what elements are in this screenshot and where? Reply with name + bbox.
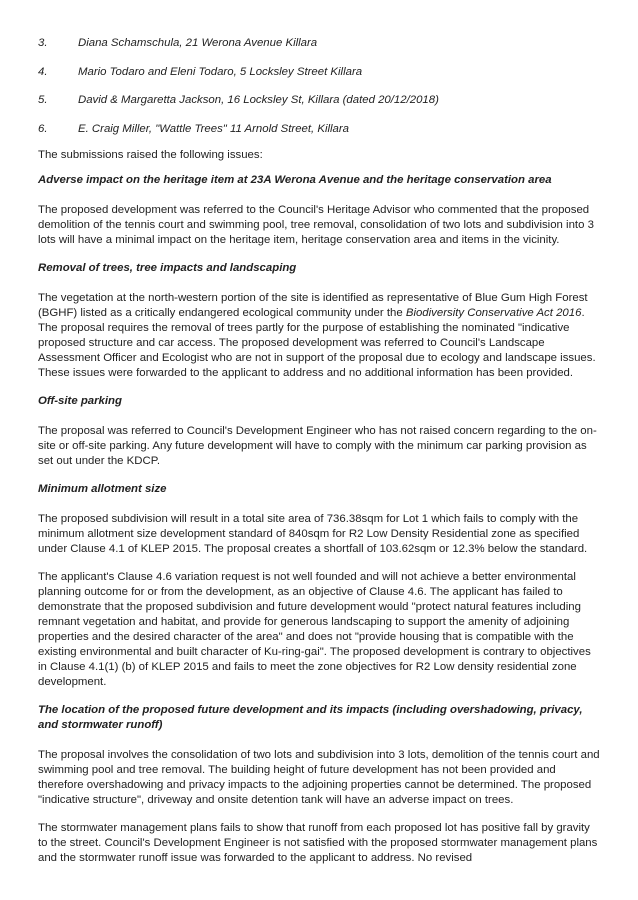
list-number: 6. <box>38 122 48 135</box>
list-text: E. Craig Miller, "Wattle Trees" 11 Arnold Street, Killara <box>78 122 350 135</box>
paragraph: The proposal involves the consolidation of two lots and subdivision into 3 lots, demolition of the tennis court and swimming pool and tree removal. The building height of future development has not been provided and therefore overshadowing and privacy impacts to the adjoining properties cannot be determined. The proposed "indicative structure", driveway and onsite detention tank will have an adverse impact on trees. <box>38 749 600 806</box>
list-number: 4. <box>38 65 48 78</box>
submission-list <box>38 36 600 150</box>
section-heading: The location of the proposed future development and its impacts (including overshadowing, privacy, and stormwater runoff) <box>38 704 583 731</box>
paragraph-text: . The proposal requires the removal of trees partly for the purpose of establishing the nominated "indicative proposed structure and car access. The proposed development was referred to Council's Landscape Assessment Officer and Ecologist who are not in support of the proposal due to ecology and landscape issues. These issues were forwarded to the applicant to address and no additional information has been provided. <box>38 307 596 379</box>
list-number: 3. <box>38 37 48 49</box>
intro-text: The submissions raised the following issues: <box>38 149 263 161</box>
list-number: 5. <box>38 94 48 106</box>
paragraph: The proposed development was referred to the Council's Heritage Advisor who commented that the proposed demolition of the tennis court and swimming pool, tree removal, consolidation of two lots and subdivision into 3 lots will have a minimal impact on the heritage item, heritage conservation area and items in the vicinity. <box>38 204 594 246</box>
document-body <box>38 148 600 879</box>
list-text: Diana Schamschula, 21 Werona Avenue Killara <box>78 37 318 49</box>
list-item <box>38 36 600 51</box>
list-text: Mario Todaro and Eleni Todaro, 5 Locksley Street Killara <box>78 65 363 78</box>
paragraph: The proposed subdivision will result in a total site area of 736.38sqm for Lot 1 which fails to comply with the minimum allotment size development standard of 840sqm for R2 Low Density Residential zone as specified under Clause 4.1 of KLEP 2015. The proposal creates a shortfall of 103.62sqm or 12.3% below the standard. <box>38 513 588 555</box>
list-text: David & Margaretta Jackson, 16 Locksley St, Killara (dated 20/12/2018) <box>78 94 439 106</box>
section-heading: Minimum allotment size <box>38 483 167 495</box>
list-item <box>38 122 600 137</box>
paragraph: The proposal was referred to Council's Development Engineer who has not raised concern regarding to the on-site or off-site parking. Any future development will have to comply with the minimum car parking provision as set out under the KDCP. <box>38 425 597 467</box>
paragraph: The stormwater management plans fails to show that runoff from each proposed lot has positive fall by gravity to the street. Council's Development Engineer is not satisfied with the proposed stormwater management plans and the stormwater runoff issue was forwarded to the applicant to address. No revised <box>38 822 598 864</box>
section-heading: Adverse impact on the heritage item at 23A Werona Avenue and the heritage conservation area <box>38 174 552 186</box>
section-heading: Removal of trees, tree impacts and landscaping <box>38 262 297 274</box>
paragraph: The applicant's Clause 4.6 variation request is not well founded and will not achieve a better environmental planning outcome for or from the development, as an objective of Clause 4.6. The applicant has failed to demonstrate that the proposed subdivision and future development would "protect natural features including remnant vegetation and habitat, and provide for generous landscaping to support the amenity of adjoining properties and the desired character of the area" and does not "provide housing that is compatible with the existing environmental and built character of Ku-ring-gai". The proposed development is contrary to objectives in Clause 4.1(1) (b) of KLEP 2015 and fails to meet the zone objectives for R2 Low density residential zone development. <box>38 571 591 688</box>
act-title: Biodiversity Conservative Act 2016 <box>405 307 582 319</box>
paragraph <box>38 291 600 381</box>
section-heading: Off-site parking <box>38 395 122 407</box>
list-item <box>38 93 600 108</box>
list-item <box>38 65 600 80</box>
paragraph-text: The vegetation at the north-western portion of the site is identified as representative of Blue Gum High Forest (BGHF) listed as a critically endangered ecological community under the <box>38 292 588 319</box>
